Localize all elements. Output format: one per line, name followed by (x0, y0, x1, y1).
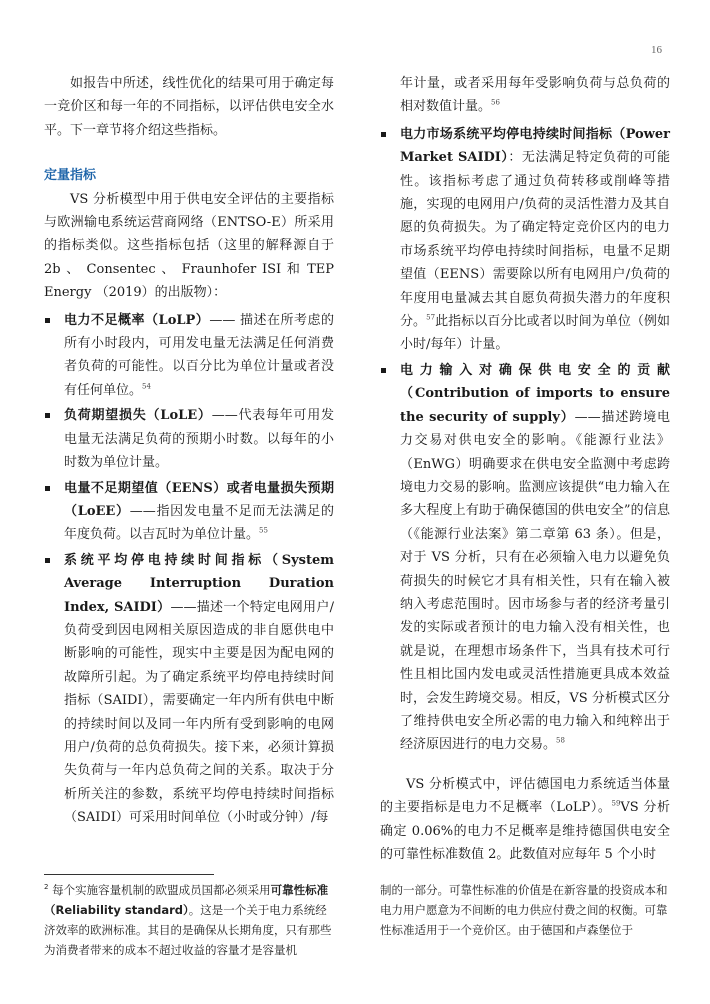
indicator-term: 电量不足期望值（EENS）或者电量损失预期（LoEE） (64, 480, 334, 519)
left-column (44, 72, 334, 832)
indicators-paragraph: VS 分析模型中用于供电安全评估的主要指标与欧洲输电系统运营商网络（ENTSO-E）所采用的指标类似。这些指标包括（这里的解释源自于 2b 、 Consentec 、 Fraunhofer ISI 和 TEP Energy （2019）的出版物）： (44, 191, 334, 301)
footnote-right: 制的一部分。可靠性标准的价值是在新容量的投资成本和电力用户愿意为不间断的电力供应付费之间的权衡。可靠性标准适用于一个竞价区。由于德国和卢森堡位于 (380, 883, 668, 937)
continuation-body: 年计量，或者采用每年受影响负荷与总负荷的相对数值计量。 (400, 76, 670, 115)
section-heading: 定量指标 (44, 168, 97, 184)
footnote-ref: 55 (259, 526, 268, 535)
intro-paragraph: 如报告中所述，线性优化的结果可用于确定每一竞价区和每一年的不同指标，以评估供电安全水平。下一章节将介绍这些指标。 (44, 76, 334, 138)
footnote-ref: 56 (491, 99, 500, 108)
indicator-term: 系统平均停电持续时间指标（System Average Interruption Duration Index, SAIDI） (64, 552, 334, 615)
footnote-ref: 58 (556, 737, 565, 746)
indicator-text: ——描述一个特定电网用户/负荷受到因电网相关原因造成的非自愿供电中断影响的可能性，现实中主要是因为配电网的故障所引起。为了确定系统平均停电持续时间指标（SAIDI），需要确定一年内所有供电中断的持续时间以及同一年内所有受到影响的电网用户/负荷的总负荷损失。接下来，必须计算损失负荷与一年内总负荷之间的关系。取决于分析所关注的参数，系统平均停电持续时间指标（SAIDI）可采用时间单位（小时或分钟）/每 (64, 599, 334, 826)
indicator-text: ——指因发电量不足而无法满足的年度负荷。以吉瓦时为单位计量。 (64, 503, 334, 543)
indicator-list-right (380, 123, 670, 757)
footnote-ref: 57 (426, 313, 436, 322)
right-column (380, 72, 670, 866)
page-number: 16 (651, 44, 662, 56)
conclusion-body: VS 分析模式中，评估德国电力系统适当体量的主要指标是电力不足概率（LoLP）。 (380, 776, 670, 816)
footnote-mark: 2 (44, 883, 49, 892)
indicator-term: 电力不足概率（LoLP） (64, 312, 210, 328)
indicator-text: ：无法满足特定负荷的可能性。该指标考虑了通过负荷转移或削峰等措施，实现的电网用户/负荷的灵活性潜力及其自愿的负荷损失。为了确定特定竞价区内的电力市场系统平均停电持续时间指标，电量不足期望值（EENS）需要除以所有电网用户/负荷的年度用电量减去其自愿负荷损失潜力的年度积分。 (400, 150, 670, 330)
indicator-tail: 此指标以百分比或者以时间为单位（例如小时/每年）计量。 (400, 314, 670, 353)
list-item (380, 123, 670, 357)
conclusion-tail: VS 分析确定 0.06%的电力不足概率是维持德国供电安全的可靠性标准数值 2。此数值对应每年 5 个小时 (380, 800, 670, 862)
footnote-ref: 59 (611, 799, 621, 808)
indicator-term: 负荷期望损失（LoLE） (64, 408, 212, 424)
footnote-left (44, 880, 334, 960)
list-item (44, 309, 334, 403)
list-item (44, 477, 334, 547)
indicator-list-left (44, 309, 334, 830)
footnote-text: 每个实施容量机制的欧盟成员国都必须采用 (52, 883, 271, 897)
footnote-text-cont: 。这是一个关于电力系统经济效率的欧洲标准。其目的是确保从长期角度，只有那些为消费者带来的成本不超过收益的容量才是容量机 (44, 903, 332, 957)
list-item (44, 404, 334, 474)
indicator-term: 电力市场系统平均停电持续时间指标（Power Market SAIDI） (400, 126, 670, 166)
indicator-term: 电力输入对确保供电安全的贡献（Contribution of imports to ensure the security of supply） (400, 362, 670, 425)
list-item (44, 549, 334, 830)
continuation-text (380, 72, 670, 119)
footnote-term: 可靠性标准（Reliability standard） (44, 883, 329, 917)
indicator-text: ——代表每年可用发电量无法满足负荷的预期小时数。以每年的小时数为单位计量。 (64, 408, 334, 471)
footnote-divider (44, 874, 214, 875)
footnote-ref: 54 (142, 382, 151, 391)
list-item (380, 359, 670, 757)
conclusion-paragraph (380, 773, 670, 867)
indicator-text: —— 描述在所考虑的所有小时段内，可用发电量无法满足任何消费者负荷的可能性。以百分比为单位计量或者没有任何单位。 (64, 312, 334, 398)
indicator-text: ——描述跨境电力交易对供电安全的影响。《能源行业法》（EnWG）明确要求在供电安全监测中考虑跨境电力交易的影响。监测应该提供“电力输入在多大程度上有助于确保德国的供电安全”的信息（《能源行业法案》第二章第 63 条）。但是，对于 VS 分析，只有在必须输入电力以避免负荷损失的时候它才具有相关性，只有在输入被纳入考虑范围时。因市场参与者的经济考量引发的实际或者预计的电力输入没有相关性，也就是说，在理想市场条件下，当具有技术可行性且相比国内发电或灵活性措施更具成本效益时，会发生跨境交易。相反，VS 分析模式区分了维持供电安全所必需的电力输入和纯粹出于经济原因进行的电力交易。 (400, 409, 670, 753)
